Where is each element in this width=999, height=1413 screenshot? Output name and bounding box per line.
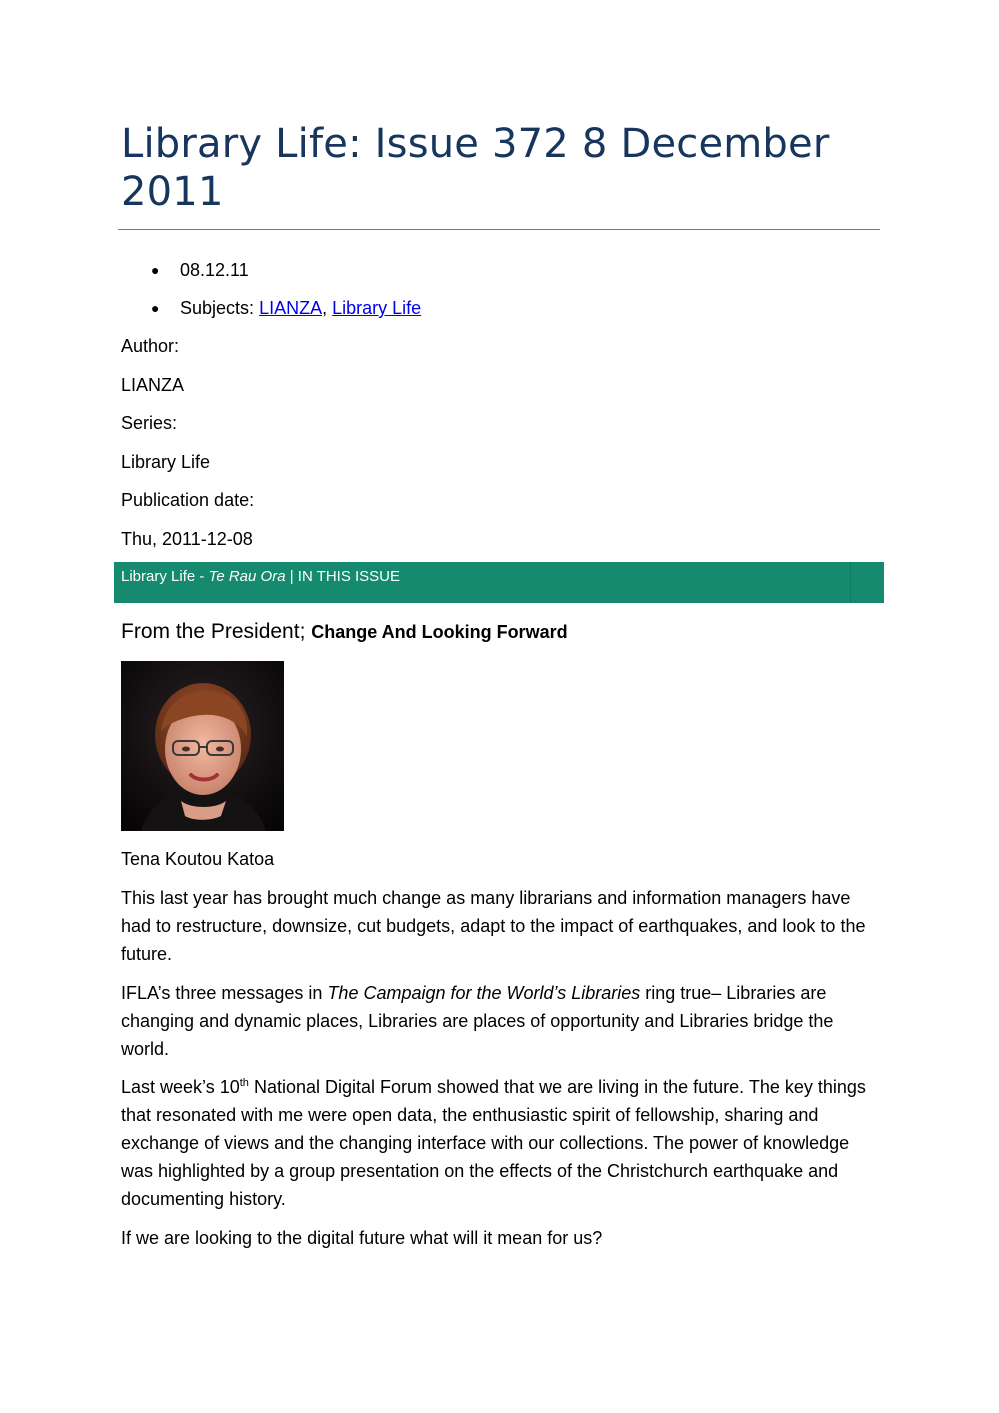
banner-italic: Te Rau Ora [208, 568, 286, 585]
section-heading-bold: Change And Looking Forward [311, 622, 568, 642]
bullet-icon: ● [151, 300, 160, 316]
series-value: Library Life [121, 451, 211, 472]
subject-separator: , [322, 298, 333, 318]
article-paragraph-4: If we are looking to the digital future what will it mean for us? [121, 1228, 603, 1248]
president-portrait-photo [121, 661, 284, 831]
portrait-illustration [121, 661, 284, 831]
title-underline-rule [118, 229, 880, 230]
paragraph-3-start: Last week’s 10 [121, 1077, 240, 1097]
article-details [121, 331, 254, 562]
subjects-label: Subjects: [180, 298, 255, 318]
article-paragraph-2 [121, 979, 881, 1063]
banner-divider [850, 562, 851, 603]
paragraph-2-start: IFLA’s three messages in [121, 983, 328, 1003]
section-heading-lead: From the President; [121, 620, 312, 643]
date-bullet-item [121, 255, 421, 293]
author-value: LIANZA [121, 374, 185, 395]
article-paragraph-1: This last year has brought much change as many librarians and information managers have had to restructure, downsize, cut budgets, adapt to the impact of earthquakes, and look to the future. [121, 888, 866, 964]
meta-bullet-list [121, 255, 421, 331]
paragraph-2-end: ring true– Libraries are changing and dynamic places, Libraries are places of opportunity and Libraries bridge the world. [121, 983, 834, 1059]
banner-text [121, 562, 400, 592]
author-label: Author: [121, 336, 180, 356]
section-heading [121, 617, 568, 647]
subject-link-lianza[interactable]: LIANZA [259, 298, 323, 318]
publication-date-value: Thu, 2011-12-08 [121, 528, 253, 549]
series-label: Series: [121, 413, 178, 433]
article-paragraph-3 [121, 1073, 881, 1213]
in-this-issue-banner [114, 562, 884, 603]
campaign-title: The Campaign for the World’s Libraries [327, 983, 641, 1003]
paragraph-3-end: National Digital Forum showed that we are living in the future. The key things that resonated with me were open data, the enthusiastic spirit of fellowship, sharing and exchange of views and the changing interface with our collections. The power of knowledge was highlighted by a group presentation on the effects of the Christchurch earthquake and documenting history. [121, 1077, 866, 1209]
publication-date-label: Publication date: [121, 490, 255, 510]
page-title: Library Life: Issue 372 8 December 2011 [121, 121, 830, 215]
publication-date-short: 08.12.11 [180, 260, 249, 280]
subjects-bullet-item [121, 293, 421, 331]
ordinal-suffix: th [239, 1077, 249, 1089]
banner-suffix: | IN THIS ISSUE [285, 568, 401, 585]
bullet-icon: ● [151, 262, 160, 278]
greeting-text: Tena Koutou Katoa [121, 849, 275, 869]
banner-prefix: Library Life - [121, 568, 209, 585]
subject-link-library-life[interactable]: Library Life [332, 298, 422, 318]
